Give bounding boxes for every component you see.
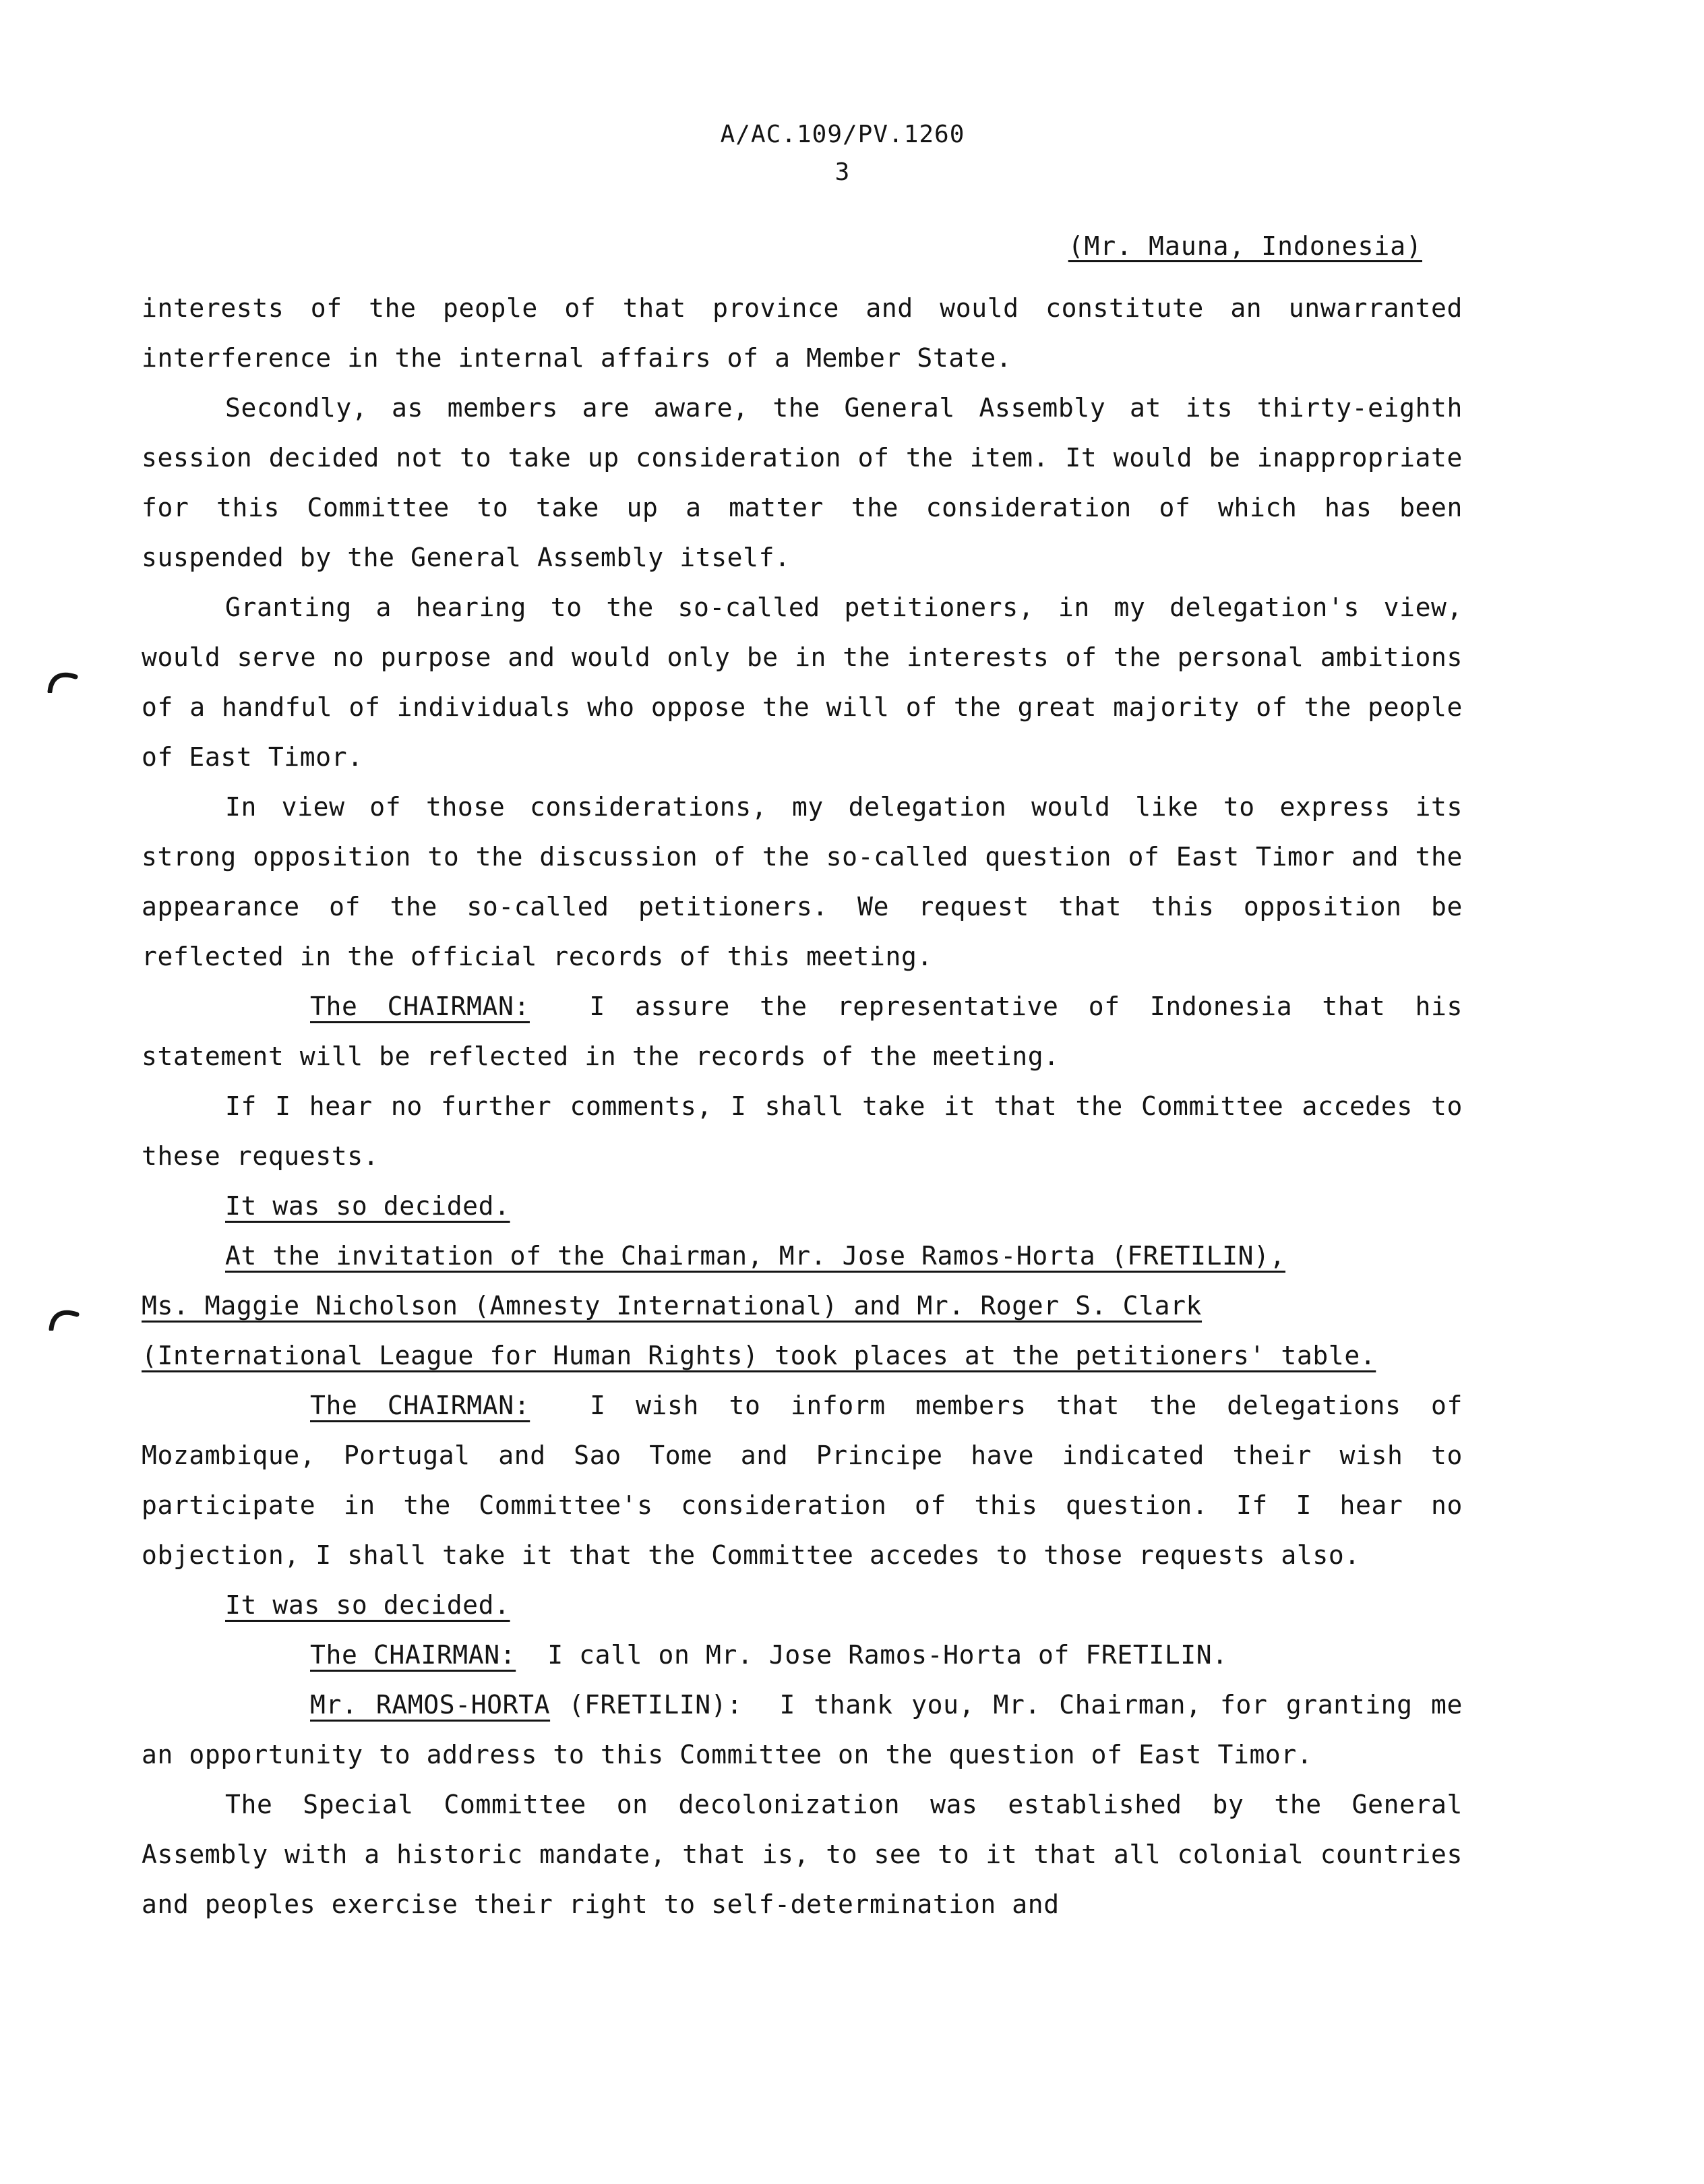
paragraph: interests of the people of that province and would constitute an unwarranted interference in the internal affairs of a Member State. [142, 293, 1463, 373]
page-number: 3 [834, 158, 851, 186]
procedural-line: Ms. Maggie Nicholson (Amnesty International) and Mr. Roger S. Clark [142, 1291, 1203, 1321]
chairman-statement [142, 1630, 1463, 1680]
procedural-line: At the invitation of the Chairman, Mr. Jose Ramos-Horta (FRETILIN), [225, 1241, 1286, 1271]
speaker-name: Mr. RAMOS-HORTA [310, 1690, 551, 1720]
paragraph: If I hear no further comments, I shall take it that the Committee accedes to these requests. [142, 1091, 1463, 1171]
margin-mark-icon [49, 1306, 80, 1331]
decision-text: It was so decided. [225, 1590, 510, 1620]
chairman-statement [142, 981, 1463, 1081]
decision-text: It was so decided. [225, 1191, 510, 1221]
document-header [701, 116, 984, 191]
decision-note [142, 1181, 1463, 1231]
speaker-reference: (Mr. Mauna, Indonesia) [1068, 231, 1422, 261]
speaker-name: The CHAIRMAN: [310, 992, 530, 1021]
statement-text: I call on Mr. Jose Ramos-Horta of FRETILIN. [547, 1640, 1228, 1670]
procedural-line: (International League for Human Rights) took places at the petitioners' table. [142, 1341, 1376, 1370]
margin-mark-icon [47, 669, 78, 693]
paragraph: Secondly, as members are aware, the General Assembly at its thirty-eighth session decided not to take up consideration of the item. It would be inappropriate for this Committee to take up a matter the consideration of which has been suspended by the General Assembly itself. [142, 393, 1463, 572]
statement-text: I wish to inform members that the delegations of Mozambique, Portugal and Sao Tome and Principe have indicated their wish to participate in the Committee's consideration of this question. If I hear no objection, I shall take it that the Committee accedes to those requests also. [142, 1391, 1463, 1570]
speaker-affiliation: (FRETILIN): [568, 1690, 743, 1720]
speaker-name: The CHAIRMAN: [310, 1391, 530, 1420]
decision-note [142, 1580, 1463, 1630]
document-symbol: A/AC.109/PV.1260 [720, 121, 965, 148]
paragraph: The Special Committee on decolonization was established by the General Assembly with a historic mandate, that is, to see to it that all colonial countries and peoples exercise their right to self-determination and [142, 1790, 1463, 1919]
document-body [142, 283, 1463, 1929]
paragraph: Granting a hearing to the so-called petitioners, in my delegation's view, would serve no purpose and would only be in the interests of the personal ambitions of a handful of individuals who oppose the will of the great majority of the people of East Timor. [142, 593, 1463, 772]
petitioner-statement [142, 1680, 1463, 1780]
speaker-name: The CHAIRMAN: [310, 1640, 516, 1670]
paragraph: In view of those considerations, my delegation would like to express its strong opposition to the discussion of the so-called question of East Timor and the appearance of the so-called petitioners. We request that this opposition be reflected in the official records of this meeting. [142, 792, 1463, 971]
statement-text: I assure the representative of Indonesia that his statement will be reflected in the records of the meeting. [142, 992, 1463, 1071]
chairman-statement [142, 1381, 1463, 1580]
statement-text: I thank you, Mr. Chairman, for granting me an opportunity to address to this Committee on the question of East Timor. [142, 1690, 1463, 1769]
procedural-note [142, 1231, 1463, 1381]
